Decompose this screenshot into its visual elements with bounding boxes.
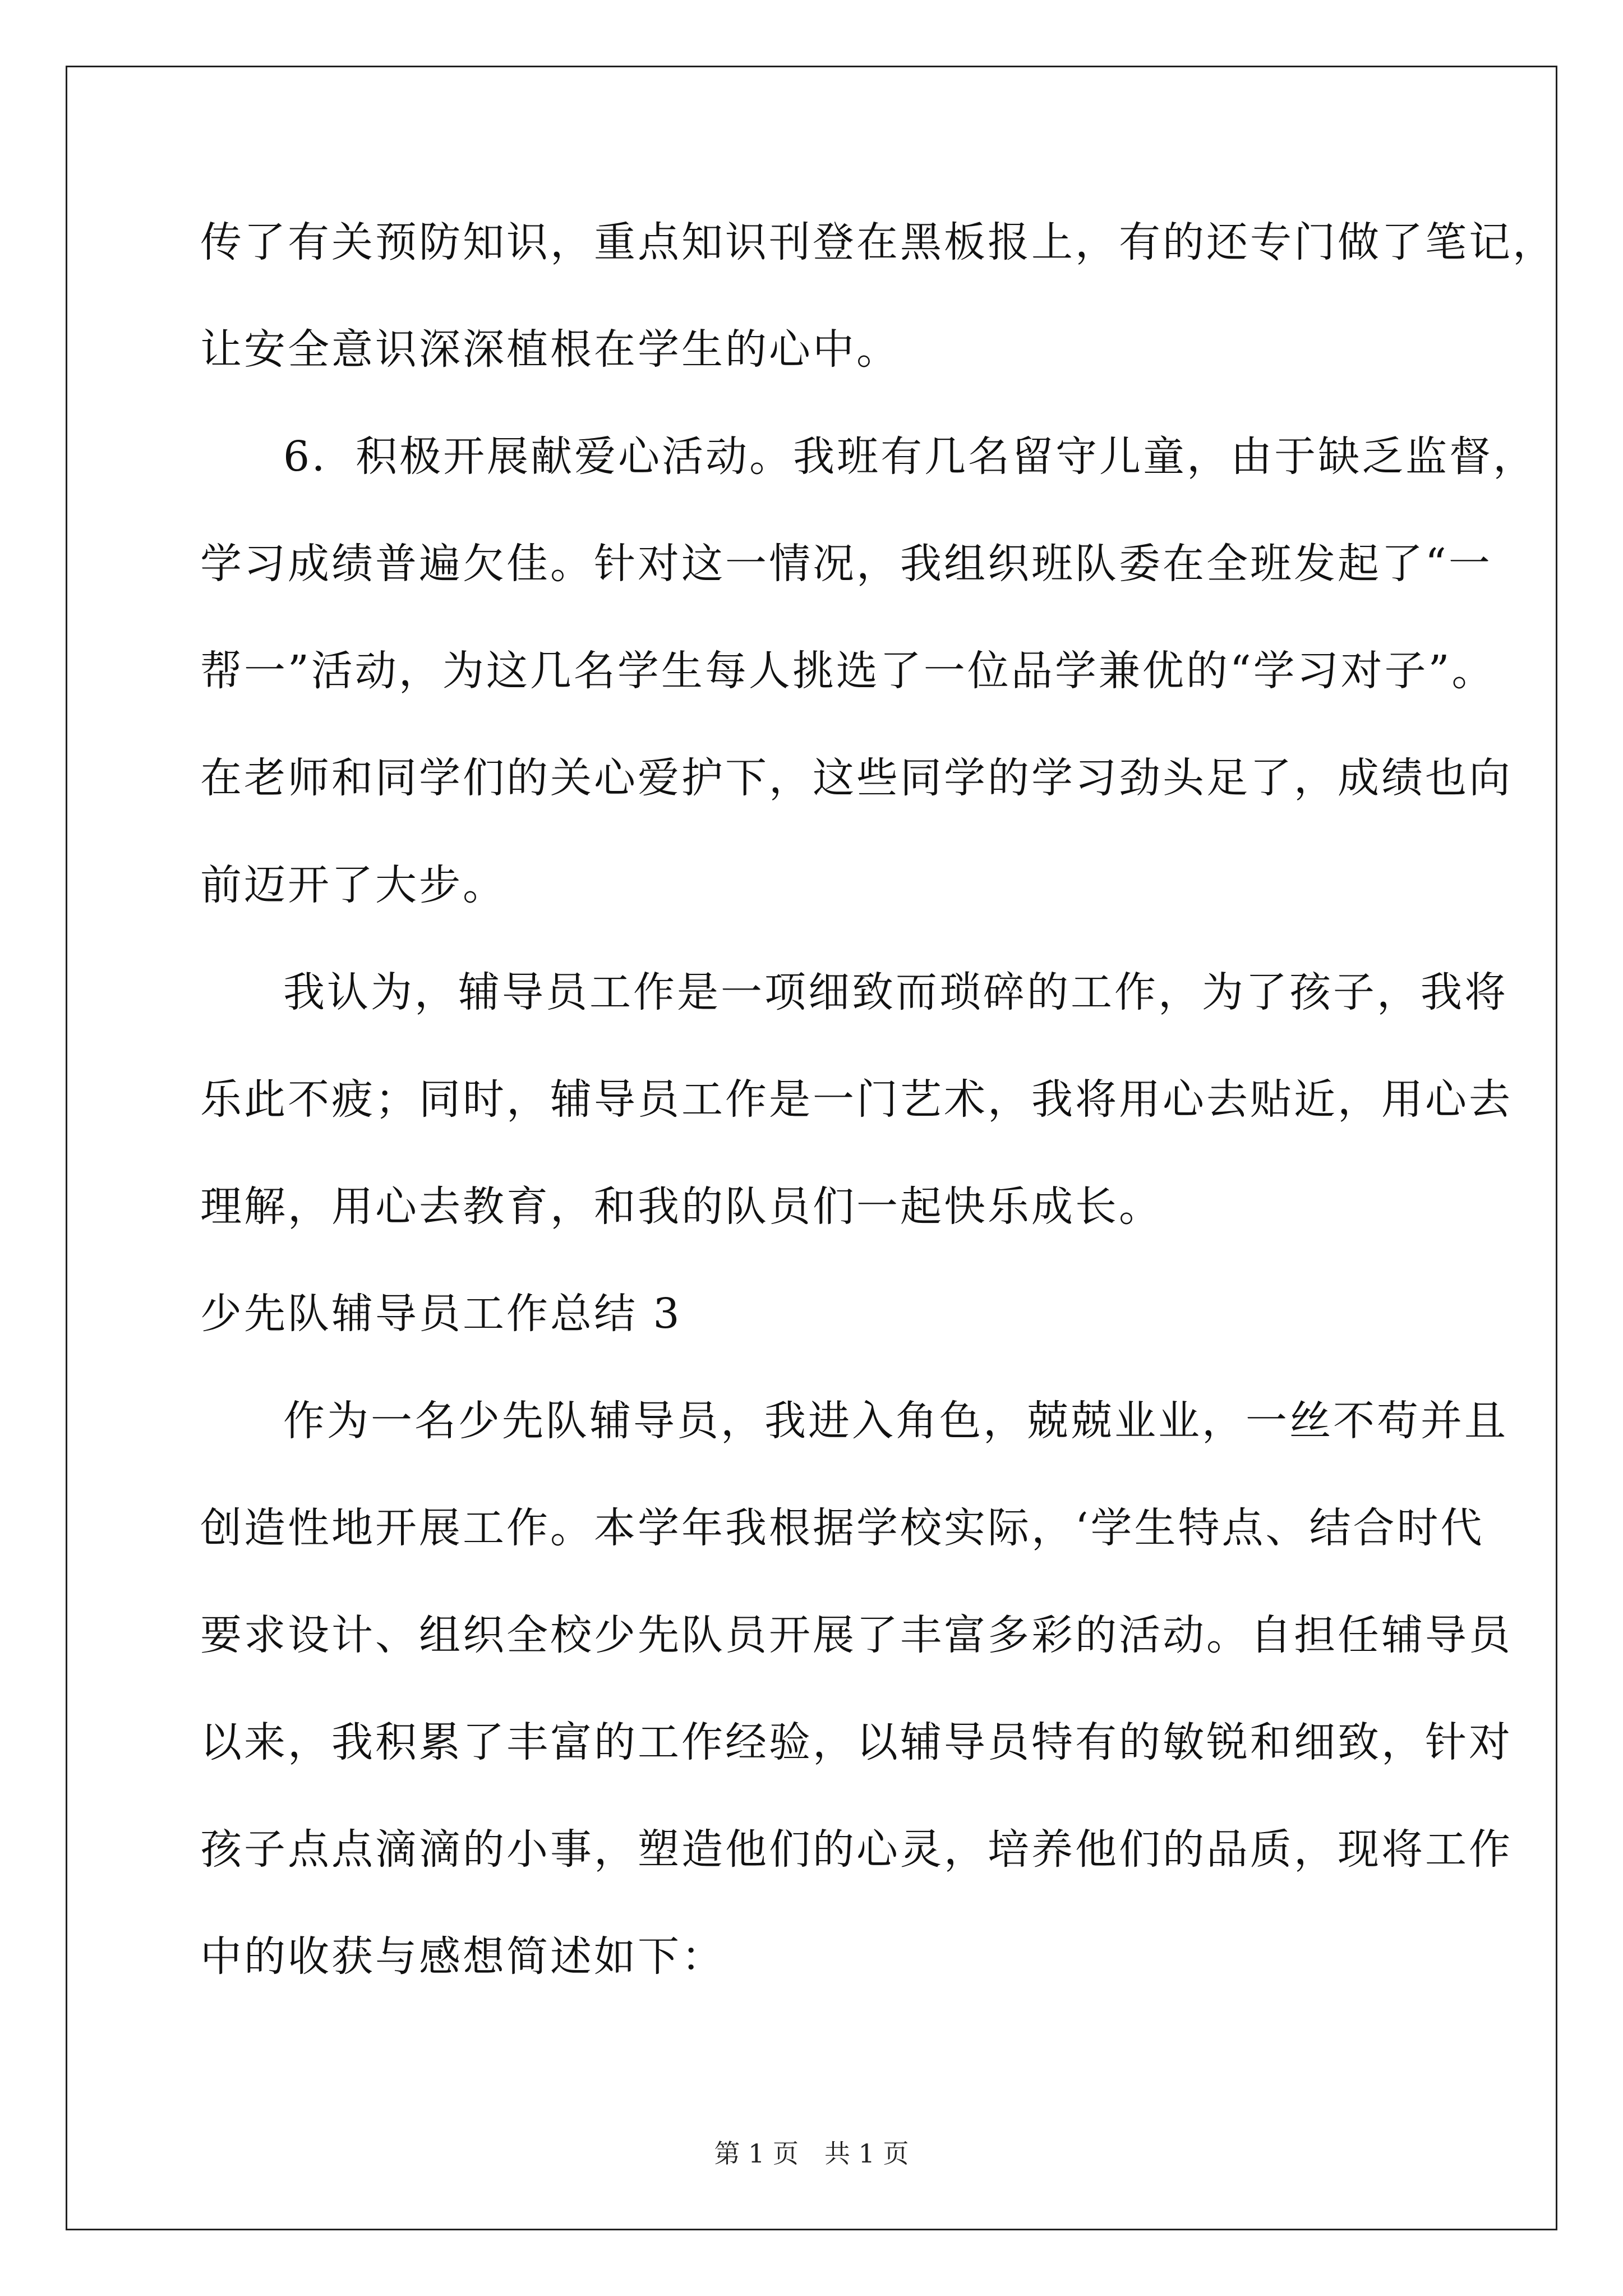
text-line-16: 孩子点点滴滴的小事，塑造他们的心灵，培养他们的品质，现将工作: [200, 1825, 1513, 1874]
text-line-14: 要求设计、组织全校少先队员开展了丰富多彩的活动。自担任辅导员: [200, 1611, 1513, 1659]
text-line-9: 乐此不疲；同时，辅导员工作是一门艺术，我将用心去贴近，用心去: [200, 1075, 1513, 1124]
text-line-17: 中的收获与感想简述如下：: [200, 1932, 725, 1981]
text-line-15: 以来，我积累了丰富的工作经验，以辅导员特有的敏锐和细致，针对: [200, 1718, 1513, 1766]
text-line-3: 6．积极开展献爱心活动。我班有几名留守儿童，由于缺乏监督，: [283, 432, 1537, 481]
text-line-10: 理解，用心去教育，和我的队员们一起快乐成长。: [200, 1182, 1163, 1231]
page-number: 第 1 页 共 1 页: [714, 2138, 909, 2169]
text-line-6: 在老师和同学们的关心爱护下，这些同学的学习劲头足了，成绩也向: [200, 754, 1513, 802]
section-heading: 少先队辅导员工作总结 3: [200, 1290, 682, 1338]
text-line-4: 学习成绩普遍欠佳。针对这一情况，我组织班队委在全班发起了“一: [200, 540, 1492, 588]
text-line-2: 让安全意识深深植根在学生的心中。: [200, 325, 900, 374]
text-line-8: 我认为，辅导员工作是一项细致而琐碎的工作，为了孩子，我将: [283, 968, 1508, 1016]
text-line-7: 前迈开了大步。: [200, 861, 506, 909]
text-line-13: 创造性地开展工作。本学年我根据学校实际，‘学生特点、结合时代: [200, 1504, 1484, 1552]
page-border: [66, 66, 1557, 2230]
text-line-5: 帮一”活动，为这几名学生每人挑选了一位品学兼优的“学习对子”。: [200, 647, 1496, 695]
text-line-12: 作为一名少先队辅导员，我进入角色，兢兢业业，一丝不苟并且: [283, 1397, 1508, 1445]
text-line-1: 传了有关预防知识，重点知识刊登在黑板报上，有的还专门做了笔记，: [200, 218, 1556, 266]
